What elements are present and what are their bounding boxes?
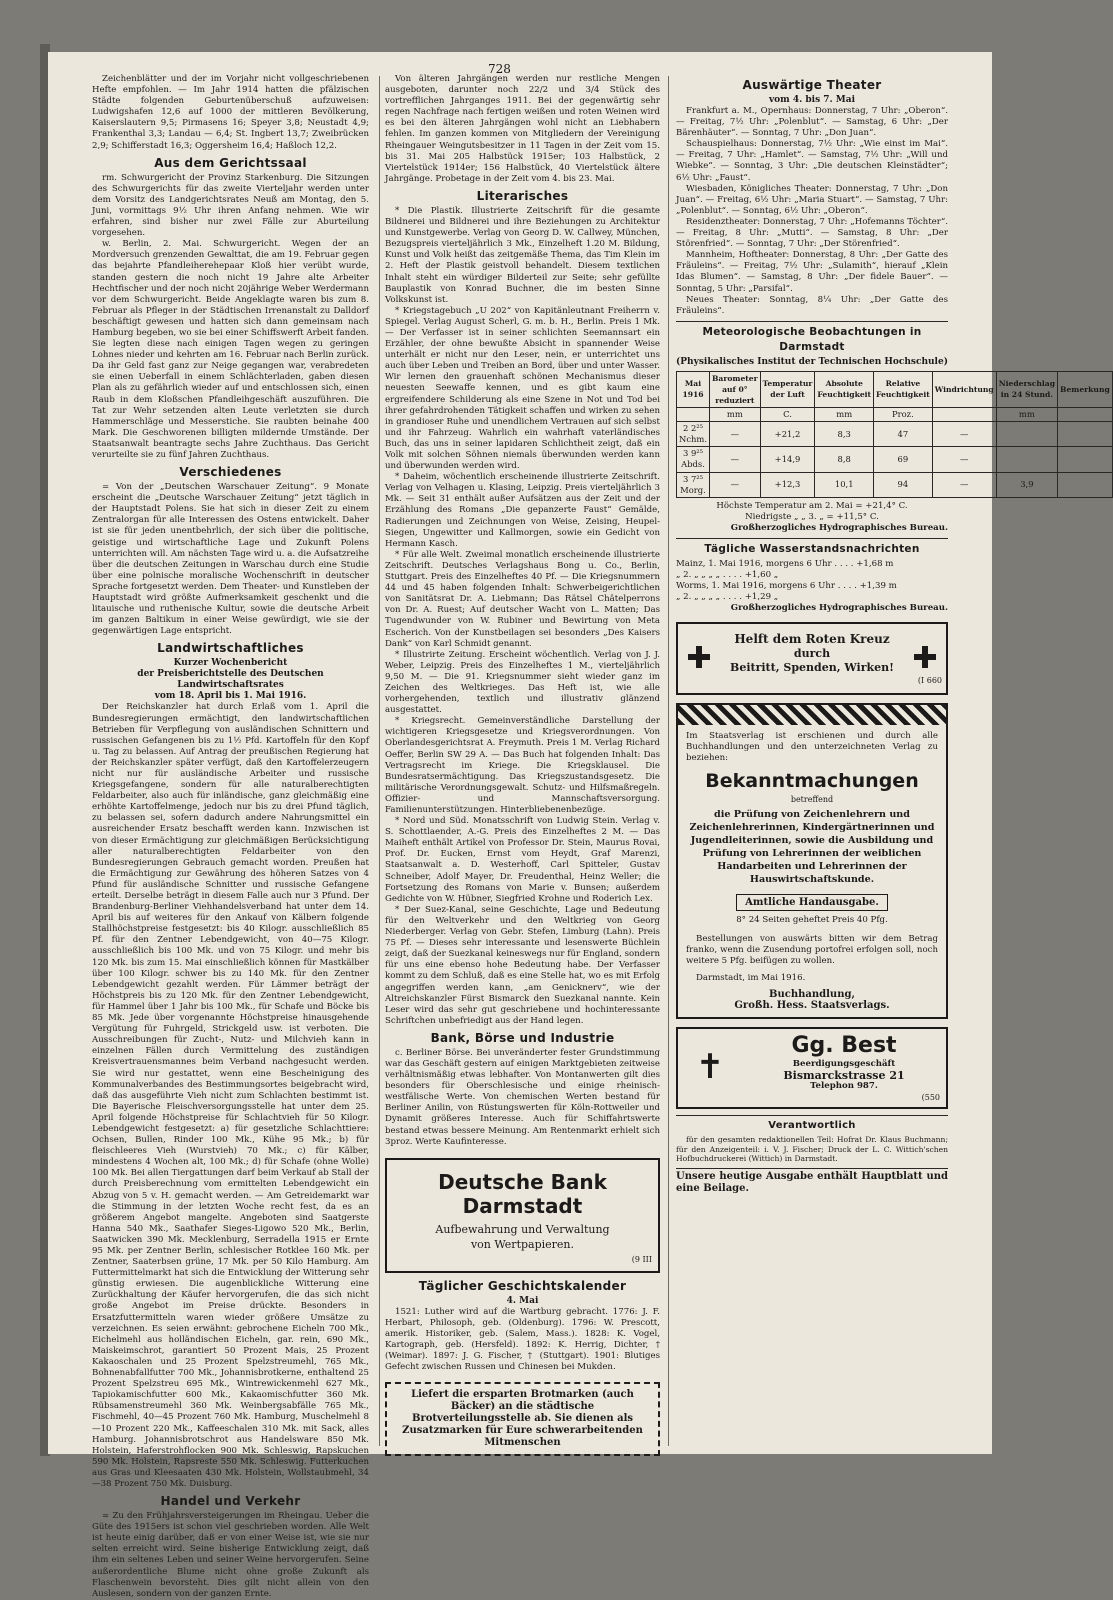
bank-advertisement (385, 1158, 660, 1273)
article-text: rm. Schwurgericht der Provinz Starkenburg. Die Sitzungen des Schwurgerichts für das zweite Vierteljahr werden unter dem Vorsitz des Landgerichtsrates Neuß am Montag, den 5. Juni, vormittags 9½ Uhr ihren Anfang nehmen. Wie wir erfahren, sind bisher nur zwei Fälle zur Aburteilung vorgesehen. (92, 172, 369, 239)
ad-text: Im Staatsverlag ist erschienen und durch alle Buchhandlungen und den unterzeichneten Verlag zu beziehen: (686, 730, 938, 763)
water-level: „ 2. „ „ „ „ . . . . +1,29 „ (676, 592, 779, 603)
review-text: * Die Plastik. Illustrierte Zeitschrift für die gesamte Bildnerei und Bildnerei und ihre Beziehungen zu Architektur und Kunstgewerbe. Verlag von Georg D. W. Callwey, München, Bezugspreis vierteljährlich 3 Mk., Einzelheft 1.20 M. Bildung, Kunst und Volk heißt das zeitgemäße Thema, das Tim Klein im 2. Heft der Plastik geistvoll behandelt. Diesem textlichen Inhalt steht ein würdiger Bilderteil zur Seite; sehr gefüllte Bauplastik von Konrad Buchner, die im besten Sinne Volkskunst ist. (385, 205, 660, 305)
weather-unit: mm (710, 408, 761, 422)
water-level: „ 2. „ „ „ „ . . . . +1,60 „ (676, 570, 779, 581)
article-text: = Zu den Frühjahrsversteigerungen im Rheingau. Ueber die Güte des 1915ers ist schon viel geschrieben worden. Alle Welt ist heute einig darüber, daß er von einer Weise ist, wie sie nur selten erreicht wird. Seine bisherige Entwicklung zeigt, daß ihm ein seltenes Leben und seiner Weine hervorgerufen. Seine außerordentliche Blume nicht ohne große Zukunft als Flaschenwein bevorsteht. Dies gilt nicht allein von den Auslesen, sondern von der ganzen Ernte. (92, 1511, 369, 1599)
table-cell (996, 422, 1057, 447)
table-row (677, 447, 1113, 472)
bread-ration-notice: Liefert die ersparten Brotmarken (auch Bäcker) an die städtische Brotverteilungsstelle ab. Sie dienen als Zusatzmarken für Eure schwerarbeitenden Mitmenschen (385, 1382, 660, 1456)
ad-code: (9 III (631, 1254, 652, 1264)
table-cell: 8,8 (815, 447, 874, 472)
theater-listing: Mannheim, Hoftheater: Donnerstag, 8 Uhr: „Der Gatte des Fräuleins“. — Freitag, 7½ Uhr: „Sulamith“, hierauf „Klein Idas Blumen“. — Samstag, 8 Uhr: „Der fidele Bauer“. — Sonntag, 5 Uhr: „Parsifal“. (676, 250, 948, 294)
section-heading: Bank, Börse und Industrie (430, 1030, 615, 1045)
weather-col-header: Bemerkung (1058, 371, 1113, 407)
table-cell: 2 2²⁵ Nchm. (677, 422, 710, 447)
ad-text: betreffend (790, 794, 834, 804)
subheading: vom 4. bis 7. Mai (768, 95, 856, 105)
section-heading: Täglicher Geschichtskalender (418, 1279, 627, 1293)
cross-ornament-icon: ✝ (695, 1047, 725, 1088)
weather-unit: mm (996, 408, 1057, 422)
review-text: * Kriegstagebuch „U 202“ von Kapitänleutnant Freiherrn v. Spiegel. Verlag August Scherl, G. m. b. H., Berlin. Preis 1 Mk. — Der Verfasser ist in seiner schlichten Seemannsart ein Erzähler, der ohne bewußte Absicht in spannender Weise unterhält er nicht nur den Leser, nein, er unterrichtet uns auch über Leben und Treiben an Bord, über und unter Wasser. Wir lernen den grauenhaft schönen Mechanismus dieser neuesten Seewaffe kennen, und es gibt kaum eine ergreifendere Schilderung als eine Szene in Not und Tod bei ihrer gefahrdrohenden Tätigkeit schaffen und wirken zu sehen in grandioser Ruhe und unendlichem Vertrauen auf sich selbst und ihr Fahrzeug. Wahrlich ein wahrhaft vaterländisches Buch, das uns in seiner lapidaren Schlichtheit zeigt, daß ein Volk mit solchen Söhnen niemals überwunden werden kann und überwunden werden wird. (385, 305, 660, 472)
weather-unit (677, 408, 710, 422)
ad-publisher: Buchhandlung, (769, 988, 855, 1000)
edition-footer: Unsere heutige Ausgabe enthält Hauptblatt und eine Beilage. (676, 1168, 948, 1195)
weather-units-row (677, 408, 1113, 422)
imprint-text: für den gesamten redaktionellen Teil: Hofrat Dr. Klaus Buchmann; für den Anzeigenteil: i. V. J. Fischer; Druck der L. C. Wittich'schen Hofbuchdruckerei (Wittich) in Darmstadt. (676, 1135, 948, 1164)
table-row (677, 422, 1113, 447)
weather-col-header: Barometer auf 0° reduziert (710, 371, 761, 407)
table-cell: — (710, 447, 761, 472)
water-level: Worms, 1. Mai 1916, morgens 6 Uhr . . . . +1,39 m (676, 581, 897, 592)
table-cell: 10,1 (815, 472, 874, 497)
section-heading: Meteorologische Beobachtungen in Darmstadt (676, 321, 948, 355)
table-cell: — (710, 472, 761, 497)
table-cell: — (932, 472, 996, 497)
section-heading: Handel und Verkehr (160, 1494, 301, 1509)
review-text: * Daheim, wöchentlich erscheinende illustrierte Zeitschrift. Verlag von Velhagen u. Klasing, Leipzig. Preis vierteljährlich 3 Mk. — Seit 31 enthält außer Aufsätzen aus der Zeit und der Erzählung des Romans „Die gepanzerte Faust“ Gemälde, Radierungen und Zeichnungen von Weise, Zeising, Heupel-Siegen, Ungewitter und Kallmorgen, sowie ein Gedicht von Hermann Kasch. (385, 472, 660, 549)
ad-phone: Telephon 987. (810, 1080, 878, 1091)
imprint-heading: Verantwortlich (676, 1115, 948, 1133)
review-text: * Illustrirte Zeitung. Erscheint wöchentlich. Verlag von J. J. Weber, Leipzig. Preis des Einzelheftes 1 M., vierteljährlich 9,50 M. — Die 91. Kriegsnummer sieht wieder ganz im Zeichen des Weltkrieges. Das Heft ist, wie alle vorhergehenden, textlich und illustrativ glänzend ausgestattet. (385, 649, 660, 716)
ad-publisher: Großh. Hess. Staatsverlags. (734, 999, 890, 1011)
table-cell: +12,3 (760, 472, 815, 497)
weather-min: Niedrigste „ „ 3. „ = +11,5° C. (745, 511, 879, 522)
article-text: = Von der „Deutschen Warschauer Zeitung“. 9 Monate erscheint die „Deutsche Warschauer Zeitung“ jetzt täglich in der Hauptstadt Polens. Sie hat sich in dieser Zeit zu einem Zentralorgan für alle Interessen des Ostens entwickelt. Daher ist sie für jeden unentbehrlich, der sich über die politische, geistige und wirtschaftliche Lage und Zukunft Polens unterrichten will. Am nächsten Tage wird u. a. die Aufsatzreihe über die deutschen Zeitungen in Warschau durch eine Studie über eine polnische moralische Wochenschrift in deutscher Sprache fortgesetzt werden. Dem Theater- und Kunstleben der Hauptstadt wird größte Aufmerksamkeit geschenkt und die litauische und ruthenische Kultur, sowie die deutsche Arbeit im ganzen Baltikum in einer Weise gewürdigt, wie sie der gegenwärtigen Lage entspricht. (92, 482, 369, 637)
weather-col-header: Temperatur der Luft (760, 371, 815, 407)
ad-edition: Amtliche Handausgabe. (736, 894, 888, 911)
table-cell: +14,9 (760, 447, 815, 472)
section-heading: Auswärtige Theater (742, 78, 882, 92)
section-heading: Tägliche Wasserstandsnachrichten (676, 538, 948, 557)
column-2 (385, 74, 660, 1456)
theater-listing: Frankfurt a. M., Opernhaus: Donnerstag, 7 Uhr: „Oberon“. — Freitag, 7½ Uhr: „Polenblut“. — Samstag, 6 Uhr: „Der Bärenhäuter“. — Sonntag, 7 Uhr: „Don Juan“. (676, 106, 948, 139)
subheading: vom 18. April bis 1. Mai 1916. (154, 691, 307, 702)
weather-unit (932, 408, 996, 422)
article-text: c. Berliner Börse. Bei unveränderter fester Grundstimmung war das Geschäft gestern auf einigen Marktgebieten zeitweise verhältnismäßig etwas lebhafter. Von Montanwerten gilt dies besonders für Oberschlesische und einige rheinisch-westfälische Werte. Von chemischen Werten bestand für Berliner Anilin, von Rüstungswerten für Köln-Rottweiler und Dynamit größeres Interesse. Auch für Schiffahrtswerte bestand etwas bessere Meinung. Am Rentenmarkt erhielt sich 3proz. Werte Kaufinteresse. (385, 1047, 660, 1147)
ad-text: die Prüfung von Zeichenlehrern und Zeichenlehrerinnen, Kindergärtnerinnen und Jugendleiterinnen, sowie die Ausbildung und Prüfung von Lehrerinnen der weiblichen Handarbeiten und Lehrerinnen der Hauswirtschaftskunde. (689, 808, 935, 885)
page-number: 728 (488, 62, 511, 76)
ad-address: Bismarckstrasse 21 (783, 1068, 905, 1082)
water-source: Großherzogliches Hydrographisches Bureau. (730, 603, 948, 614)
section-heading: Verschiedenes (179, 465, 282, 480)
theater-listing: Schauspielhaus: Donnerstag, 7½ Uhr: „Wie einst im Mai“. — Freitag, 7 Uhr: „Hamlet“. — Samstag, 7½ Uhr: „Will und Wiebke“. — Sonntag, 3 Uhr: „Die deutschen Kleinstädter“; 6½ Uhr: „Faust“. (676, 139, 948, 183)
weather-unit: C. (760, 408, 815, 422)
table-cell: +21,2 (760, 422, 815, 447)
table-cell: — (932, 422, 996, 447)
best-advertisement (676, 1027, 948, 1109)
bank-line: Aufbewahrung und Verwaltung (435, 1222, 610, 1236)
section-heading: Literarisches (476, 188, 569, 203)
red-cross-line: Helft dem Roten Kreuz (734, 632, 890, 647)
column-3 (676, 78, 1110, 1195)
red-cross-advertisement (676, 622, 948, 694)
ad-title: Gg. Best (791, 1032, 897, 1058)
table-cell: 69 (874, 447, 933, 472)
red-cross-line: Beitritt, Spenden, Wirken! (730, 661, 894, 675)
subheading: 4. Mai (506, 1296, 539, 1306)
column-divider (668, 76, 669, 1446)
table-cell (1058, 447, 1113, 472)
ad-code: (I 660 (917, 676, 942, 686)
section-heading: Aus dem Gerichtssaal (154, 155, 307, 170)
ad-text: Beerdigungsgeschäft (792, 1058, 896, 1069)
red-cross-line: durch (793, 647, 831, 661)
weather-col-header: Relative Feuchtigkeit (874, 371, 933, 407)
article-text: Zeichenblätter und der im Vorjahr nicht vollgeschriebenen Hefte empfohlen. — Im Jahr 1914 hatten die pfälzischen Städte folgenden Geburtenüberschuß aufzuweisen: Ludwigshafen 12,6 auf 1000 der mittleren Bevölkerung, Kaiserslautern 9,5; Pirmasens 16; Speyer 3,8; Neustadt 4,9; Frankenthal 3,3; Landau — 6,4; St. Ingbert 13,7; Zweibrücken 2,9; Schifferstadt 16,3; Oggersheim 16,4; Haßloch 12,2. (92, 74, 369, 151)
weather-col-header: Niederschlag in 24 Stund. (996, 371, 1057, 407)
water-level: Mainz, 1. Mai 1916, morgens 6 Uhr . . . . +1,68 m (676, 559, 894, 569)
theater-listing: Wiesbaden, Königliches Theater: Donnerstag, 7 Uhr: „Don Juan“. — Freitag, 6½ Uhr: „Maria Stuart“. — Samstag, 7 Uhr: „Polenblut“. — Sonntag, 6½ Uhr: „Oberon“. (676, 183, 948, 216)
red-cross-icon (688, 646, 710, 668)
review-text: * Kriegsrecht. Gemeinverständliche Darstellung der wichtigeren Kriegsgesetze und Kriegsverordnungen. Von Oberlandesgerichtsrat A. Freymuth. Preis 1 M. Verlag Richard Oeffer, Berlin SW 29 A. — Das Buch hat folgenden Inhalt: Das Vertragsrecht im Kriege. Die Kriegsklausel. Die Bundesratsermächtigung. Das Kriegszustandsgesetz. Die militärische Verordnungsgewalt. Schutz- und Hilfsmaßregeln. Offizier- und Mannschaftsversorgung. Familienunterstützungen. Hinterbliebenenbezüge. (385, 716, 660, 815)
column-divider (379, 76, 380, 1446)
ad-text: Bestellungen von auswärts bitten wir dem Betrag franko, wenn die Zusendung portofrei erfolgen soll, noch weitere 5 Pfg. beifügen zu wollen. (686, 934, 938, 967)
ad-title: Bekanntmachungen (705, 769, 919, 792)
table-cell: — (932, 447, 996, 472)
subheading: Kurzer Wochenbericht (173, 658, 288, 669)
article-text: Von älteren Jahrgängen werden nur restliche Mengen ausgeboten, darunter noch 22/2 und 3/4 Stück des vortrefflichen Jahrganges 1911. Bei der gegenwärtig sehr regen Nachfrage nach fertigen weißen und roten Weinen wird es bei den älteren Jahrgängen wohl nicht an Liebhabern fehlen. Im ganzen kommen von Mitgliedern der Vereinigung Rheingauer Weingutsbesitzer in 11 Tagen in der Zeit vom 15. bis 31. Mai 205 Halbstück 1915er; 103 Halbstück, 2 Viertelstück 1914er; 156 Halbstück, 40 Viertelstück ältere Jahrgänge. Probetage in der Zeit vom 4. bis 23. Mai. (385, 74, 660, 184)
weather-source: Großherzogliches Hydrographisches Bureau. (730, 522, 948, 533)
weather-col-header: Windrichtung (932, 371, 996, 407)
table-row (677, 472, 1113, 497)
weather-unit: mm (815, 408, 874, 422)
table-cell: 47 (874, 422, 933, 447)
article-text: Der Reichskanzler hat durch Erlaß vom 1. April die Bundesregierungen ermächtigt, den landwirtschaftlichen Betrieben für Verpflegung von ausländischen Schnittern und russischen Gefangenen bis zu 1½ Pfd. Kartoffeln für den Kopf u. Tag zu belassen. Auf Antrag der preußischen Regierung hat der Reichskanzler später verfügt, daß den Kartoffelerzeugern nicht nur für ausländische Arbeiter und russische Kriegsgefangene, sondern für alle naturalberechtigten Feldarbeiter, also auch für inländische, ganz gleichmäßig eine erhöhte Kartoffelmenge, jedoch nur bis zu drei Pfund täglich, zu belassen sei, sofern dadurch andere Nahrungsmittel ein ausreichender Ersatz beschafft werden kann. Inzwischen ist von dieser Ermächtigung zur gleichmäßigen Berücksichtigung aller naturalberechtigten Feldarbeiter von den Bundesregierungen Gebrauch gemacht worden. Preußen hat die Ermächtigung zur Gewährung des höheren Satzes von 4 Pfund für ausländische Schnitter und russische Gefangene erteilt. Derselbe beträgt in diesem Falle auch nur 3 Pfund. Der Brandenburg-Berliner Viehhandelsverband hat unter dem 14. April bis auf weiteres für den Ankauf von Kälbern folgende Stallhöchstpreise festgesetzt: bis 40 Kilogr. ausschließlich 85 Pf. für den Zentner Lebendgewicht, von 40—75 Kilogr. ausschließlich bis 100 Mk. und von 75 Kilogr. und mehr bis 120 Mk. bis zum 15. Mai einschließlich können für Mastkälber über 100 Kilogr. schwer bis zu 140 Mk. für den Zentner Lebendgewicht gezahlt werden. Für Lämmer beträgt der Höchstpreis bis zu 120 Mk. für den Zentner Lebendgewicht, für Hammel über 1 Jahr bis 100 Mk., für Schafe und Böcke bis 85 Mk. Jede über vorgenannte Höchstpreise hinausgehende Vergütung für Fuhrgeld, Strickgeld usw. ist verboten. Die Ausschreibungen für Zucht-, Nutz- und Milchvieh kann in einzelnen Fällen durch Vermittelung des zuständigen Kreisvertrauensmannes beim Verband nachgesucht werden. Sie wird nur gestattet, wenn eine Bescheinigung des Kommunalverbandes des Bestimmungsortes beigebracht wird, daß das ausgeführte Vieh nicht zum Schlachten bestimmt ist. Die Bayerische Fleischversorgungsstelle hat unter dem 25. April folgende Höchstpreise für Schlachtvieh für 50 Kilogr. Lebendgewicht festgesetzt: a) für gesetzliche Schlachttiere: Ochsen, Bullen, Rinder 100 Mk., Kühe 95 Mk.; b) für fleischleeres Vieh (Wurstvieh) 70 Mk.; c) für Kälber, mindestens 4 Wochen alt, 100 Mk.; d) für Schafe (ohne Wolle) 100 Mk. Bei allen Tiergattungen darf beim Verkauf ab Stall der durch Preisberechnung vom ermittelten Lebendgewicht ein Abzug von 5 v. H. gemacht werden. — Am Getreidemarkt war die Stimmung in der letzten Woche recht fest, da es an größerem Angebot mangelte. Angeboten sind Saatgerste Hanna 540 Mk., Saathafer Sieges-Ligowo 520 Mk., Berlin, Saatwicken 390 Mk. Mecklenburg, Serradella 1915 er Ernte 95 Mk. per Zentner Berlin, schlesischer Rotklee 160 Mk. per Zentner, Saaterbsen grüne, 17 Mk. per 50 Kilo Hamburg. Am Futtermittelmarkt hat sich die Entwicklung der Witterung sehr günstig erwiesen. Die augenblickliche Witterung eine Zurückhaltung der Käufer hervorgerufen, die das sich nicht große Angebot im Preise drückte. Besonders in Ersatzfuttermitteln waren wieder größere Umsätze zu verzeichnen. Es seien erwähnt: gebrochene Eicheln 700 Mk., Eichelmehl aus holländischen Eicheln, gar. rein, 690 Mk., Maiskeimschrot, garantiert 50 Prozent Mais, 25 Prozent Kakaoschalen und 25 Prozent Spelzstreumehl, 765 Mk., Bohnenabfallfutter 700 Mk., Johannisbrotkerne, enthaltend 25 Prozent Spelzstreu 695 Mk., Wintrewickenmehl 627 Mk., Tapiokamischfutter 600 Mk., Kakaomischfutter 360 Mk. Rübsamenstreumehl 360 Mk. Weinbergsabfälle 765 Mk., Fischmehl, 40—45 Prozent 760 Mk. Hamburg, Muschelmehl 8—10 Prozent 220 Mk., Kaffeeschalen 310 Mk. mit Sack, alles Hamburg. Johannisbrotschrot aus Handelsware 850 Mk. Holstein, Haferstrohflocken 900 Mk. Schleswig, Rapskuchen 590 Mk. Holstein, Rapsreste 550 Mk. Schleswig. Futterkuchen aus Gras und Kleesaaten 430 Mk. Holstein, Wollstaubmehl, 34—38 Prozent 750 Mk. Duisburg. (92, 702, 369, 1489)
weather-max: Höchste Temperatur am 2. Mai = +21,4° C. (716, 500, 908, 511)
article-text: w. Berlin, 2. Mai. Schwurgericht. Wegen der an Mordversuch grenzenden Gewalttat, die am 19. Februar gegen das bejahrte Pfandleiherehepaar Kloß hier verübt wurde, standen gestern die noch nicht 19 Jahre alte Arbeiter Hechtfischer und der noch nicht 20jährige Weber Werdermann vor dem Schwurgericht. Beide Angeklagte waren bis zum 8. Februar als Pfleger in der Städtischen Irrenanstalt zu Dalldorf beschäftigt gewesen und hatten sich dann gemeinsam nach Hamburg begeben, wo sie bei einer Schiffswerft Arbeit fanden. Sie legten diese nach einigen Tagen wegen zu geringen Lohnes nieder und kehrten am 16. Februar nach Berlin zurück. Da ihr Geld fast ganz zur Neige gegangen war, verabredeten sie einen Ueberfall in einem Schlächterladen, gaben diesen Plan als zu gefährlich wieder auf und entschlossen sich, einen Raub in dem Kloßschen Pfandleihgeschäft auszuführen. Die Tat zur Wehr setzenden alten Leute verletzten sie durch Hammerschläge und Messerstiche. Sie raubten beinahe 400 Mark. Die Geschworenen billigten mildernde Umstände. Der Staatsanwalt beantragte sechs Jahre Zuchthaus. Das Gericht verurteilte sie zu fünf Jahren Zuchthaus. (92, 239, 369, 460)
theater-listing: Neues Theater: Sonntag, 8¼ Uhr: „Der Gatte des Fräuleins“. (676, 294, 948, 316)
section-heading: Landwirtschaftliches (157, 641, 304, 656)
table-cell (1058, 422, 1113, 447)
bank-name: Deutsche Bank Darmstadt (438, 1169, 607, 1218)
table-cell: 3,9 (996, 472, 1057, 497)
red-cross-icon (914, 646, 936, 668)
weather-header-row (677, 371, 1113, 407)
weather-table (676, 371, 1113, 498)
ornament-border (678, 705, 946, 725)
article-text: 1521: Luther wird auf die Wartburg gebracht. 1776: J. F. Herbart, Philosoph, geb. (Oldenburg). 1796: W. Prescott, amerik. Historiker, geb. (Salem, Mass.). 1828: K. Vogel, Kartograph, geb. (Hersfeld). 1892: K. Herrig, Dichter, † (Weimar). 1897: J. G. Fischer, † (Stuttgart). 1901: Blutiges Gefecht zwischen Russen und Chinesen bei Mukden. (385, 1307, 660, 1373)
ad-price: 8° 24 Seiten geheftet Preis 40 Pfg. (736, 915, 888, 926)
ad-text: Darmstadt, im Mai 1916. (696, 973, 806, 984)
column-1 (92, 74, 369, 1600)
review-text: * Der Suez-Kanal, seine Geschichte, Lage und Bedeutung für den Weltverkehr und den Weltkrieg von Georg Niederberger. Verlag von Gebr. Stefen, Limburg (Lahn). Preis 75 Pf. — Dieses sehr interessante und lesenswerte Büchlein zeigt, daß der Suezkanal keineswegs nur für England, sondern für uns eine ebenso hohe Bedeutung habe. Der Verfasser kommt zu dem Schluß, daß es eine Stelle hat, wo es mit Erfolg angegriffen werden kann, „am Genicknerv“, wie der Altreichskanzler Fürst Bismarck den Suezkanal nannte. Kein Leser wird das sehr gut geschriebene und hochinteressante Schriftchen unbefriedigt aus der Hand legen. (385, 904, 660, 1026)
review-text: * Nord und Süd. Monatsschrift von Ludwig Stein. Verlag v. S. Schottlaender, A.-G. Preis des Einzelheftes 2 M. — Das Maiheft enthält Artikel von Professor Dr. Stein, Maurus Rovai, Prof. Dr. Eucken, Ernst vom Heydt, Graf Marenzi, Staatsanwalt a. D. Westerhoff, Carl Spitteler, Gustav Schneiber, Adolf Mayer, Dr. Freudenthal, Heinz Weller; die Fortsetzung des Romans von Marie v. Bunsen; außerdem Gedichte von W. Hübner, Siegfried Krohne und Roderich Lex. (385, 816, 660, 904)
weather-col-header: Absolute Feuchtigkeit (815, 371, 874, 407)
weather-col-header: Mai 1916 (677, 371, 710, 407)
table-cell (1058, 472, 1113, 497)
table-cell: 3 7²⁵ Morg. (677, 472, 710, 497)
table-cell: — (710, 422, 761, 447)
staatsverlag-advertisement (676, 703, 948, 1019)
table-cell: 8,3 (815, 422, 874, 447)
ad-code: (550 (921, 1092, 940, 1102)
review-text: * Für alle Welt. Zweimal monatlich erscheinende illustrierte Zeitschrift. Deutsches Verlagshaus Bong u. Co., Berlin, Stuttgart. Preis des Einzelheftes 40 Pf. — Die Kriegsnummern 44 und 45 haben folgenden Inhalt: Schwerbeigerichtlichen von Sanitätsrat Dr. A. Liebmann; Das Rätsel Châtelperrons von Dr. A. Ruest; Auf deutscher Wacht von L. Matten; Das Tugendwunder von W. Rubiner und Bewirtung von Meta Escherich. Von der Kunstbeilagen sei besonders „Des Kaisers Dank“ von Karl Schmidt genannt. (385, 549, 660, 649)
subheading: der Preisberichtstelle des Deutschen Landwirtschaftsrates (137, 669, 324, 691)
theater-listing: Residenztheater: Donnerstag, 7 Uhr: „Hofemanns Töchter“. — Freitag, 8 Uhr: „Mutti“. — Samstag, 8 Uhr: „Der Störenfried“. — Sonntag, 7 Uhr: „Der Störenfried“. (676, 216, 948, 250)
bank-line: von Wertpapieren. (470, 1237, 575, 1251)
weather-unit: Proz. (874, 408, 933, 422)
table-cell: 3 9²⁵ Abds. (677, 447, 710, 472)
table-cell (996, 447, 1057, 472)
subheading: (Physikalisches Institut der Technischen Hochschule) (676, 356, 948, 367)
table-cell: 94 (874, 472, 933, 497)
weather-unit (1058, 408, 1113, 422)
